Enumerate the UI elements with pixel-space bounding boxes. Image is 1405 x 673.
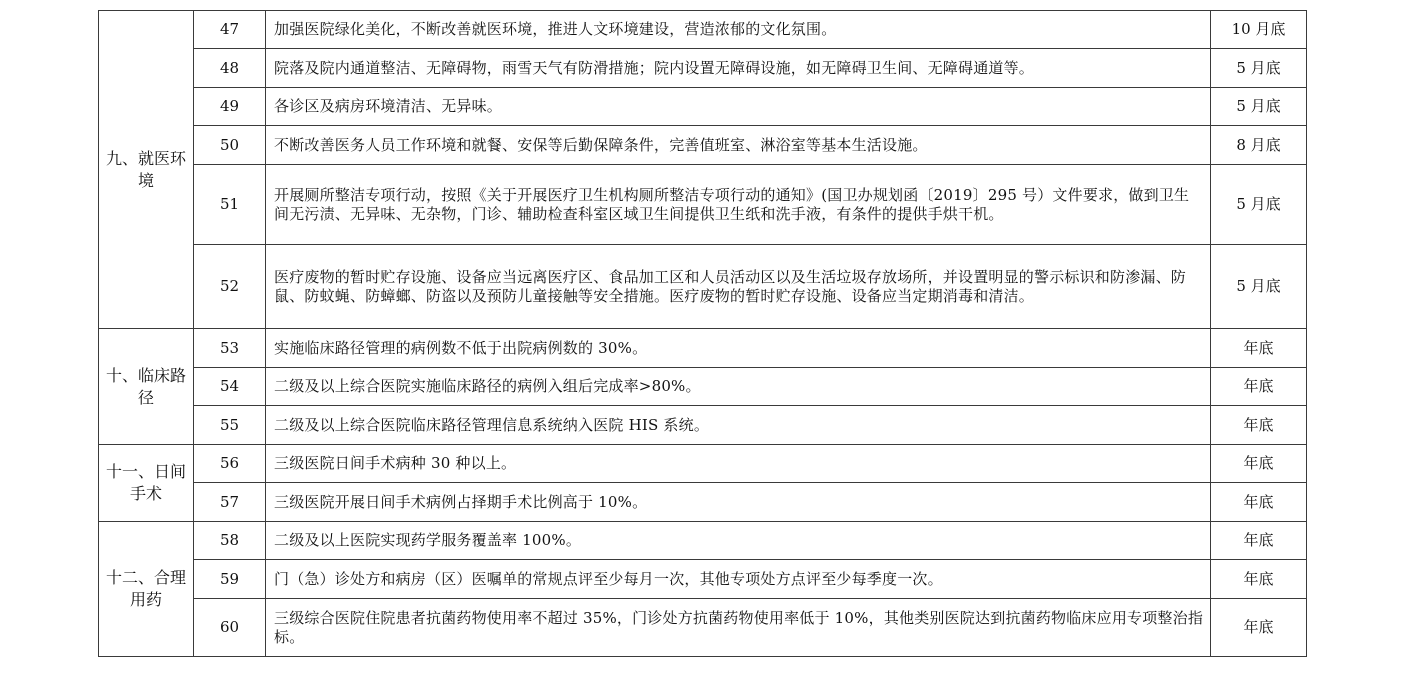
- item-deadline: 年底: [1211, 368, 1307, 406]
- item-deadline: 5 月底: [1211, 245, 1307, 329]
- item-content: 三级医院开展日间手术病例占择期手术比例高于 10%。: [266, 483, 1211, 522]
- item-number: 47: [194, 11, 266, 49]
- item-number: 58: [194, 522, 266, 560]
- item-deadline: 年底: [1211, 406, 1307, 445]
- table-row: [99, 368, 1307, 406]
- item-deadline: 5 月底: [1211, 49, 1307, 88]
- item-deadline: 年底: [1211, 445, 1307, 483]
- item-content: 开展厕所整洁专项行动，按照《关于开展医疗卫生机构厕所整洁专项行动的通知》(国卫办规划函〔2019〕295 号）文件要求，做到卫生间无污渍、无异味、无杂物，门诊、辅助检查科室区域卫生间提供卫生纸和洗手液，有条件的提供手烘干机。: [266, 165, 1211, 245]
- item-number: 50: [194, 126, 266, 165]
- item-content: 加强医院绿化美化，不断改善就医环境，推进人文环境建设，营造浓郁的文化氛围。: [266, 11, 1211, 49]
- item-deadline: 年底: [1211, 483, 1307, 522]
- table-row: [99, 245, 1307, 329]
- item-number: 59: [194, 560, 266, 599]
- table-row: [99, 560, 1307, 599]
- item-deadline: 年底: [1211, 329, 1307, 368]
- table-row: [99, 11, 1307, 49]
- item-number: 55: [194, 406, 266, 445]
- table-row: [99, 599, 1307, 657]
- item-number: 49: [194, 88, 266, 126]
- table-row: [99, 483, 1307, 522]
- item-deadline: 年底: [1211, 522, 1307, 560]
- item-deadline: 5 月底: [1211, 88, 1307, 126]
- category-cell: 十二、合理用药: [99, 522, 194, 657]
- table-row: [99, 49, 1307, 88]
- item-content: 实施临床路径管理的病例数不低于出院病例数的 30%。: [266, 329, 1211, 368]
- item-number: 57: [194, 483, 266, 522]
- item-content: 门（急）诊处方和病房（区）医嘱单的常规点评至少每月一次，其他专项处方点评至少每季度一次。: [266, 560, 1211, 599]
- table-row: [99, 165, 1307, 245]
- item-content: 不断改善医务人员工作环境和就餐、安保等后勤保障条件，完善值班室、淋浴室等基本生活设施。: [266, 126, 1211, 165]
- category-cell: 十一、日间手术: [99, 445, 194, 522]
- item-content: 三级综合医院住院患者抗菌药物使用率不超过 35%，门诊处方抗菌药物使用率低于 10%，其他类别医院达到抗菌药物临床应用专项整治指标。: [266, 599, 1211, 657]
- table-row: [99, 329, 1307, 368]
- table-row: [99, 522, 1307, 560]
- table-row: [99, 88, 1307, 126]
- item-content: 三级医院日间手术病种 30 种以上。: [266, 445, 1211, 483]
- item-content: 医疗废物的暂时贮存设施、设备应当远离医疗区、食品加工区和人员活动区以及生活垃圾存放场所，并设置明显的警示标识和防渗漏、防鼠、防蚊蝇、防蟑螂、防盗以及预防儿童接触等安全措施。医疗废物的暂时贮存设施、设备应当定期消毒和清洁。: [266, 245, 1211, 329]
- item-content: 院落及院内通道整洁、无障碍物，雨雪天气有防滑措施；院内设置无障碍设施，如无障碍卫生间、无障碍通道等。: [266, 49, 1211, 88]
- category-cell: 十、临床路径: [99, 329, 194, 445]
- item-content: 二级及以上医院实现药学服务覆盖率 100%。: [266, 522, 1211, 560]
- work-plan-table: [98, 10, 1307, 657]
- item-deadline: 5 月底: [1211, 165, 1307, 245]
- item-content: 二级及以上综合医院临床路径管理信息系统纳入医院 HIS 系统。: [266, 406, 1211, 445]
- table-row: [99, 406, 1307, 445]
- item-content: 各诊区及病房环境清洁、无异味。: [266, 88, 1211, 126]
- table-body: [99, 11, 1307, 657]
- item-number: 56: [194, 445, 266, 483]
- item-deadline: 10 月底: [1211, 11, 1307, 49]
- item-deadline: 8 月底: [1211, 126, 1307, 165]
- item-number: 53: [194, 329, 266, 368]
- item-number: 52: [194, 245, 266, 329]
- item-number: 60: [194, 599, 266, 657]
- item-deadline: 年底: [1211, 560, 1307, 599]
- table-row: [99, 126, 1307, 165]
- table-row: [99, 445, 1307, 483]
- item-content: 二级及以上综合医院实施临床路径的病例入组后完成率>80%。: [266, 368, 1211, 406]
- item-deadline: 年底: [1211, 599, 1307, 657]
- category-cell: 九、就医环境: [99, 11, 194, 329]
- item-number: 51: [194, 165, 266, 245]
- item-number: 54: [194, 368, 266, 406]
- item-number: 48: [194, 49, 266, 88]
